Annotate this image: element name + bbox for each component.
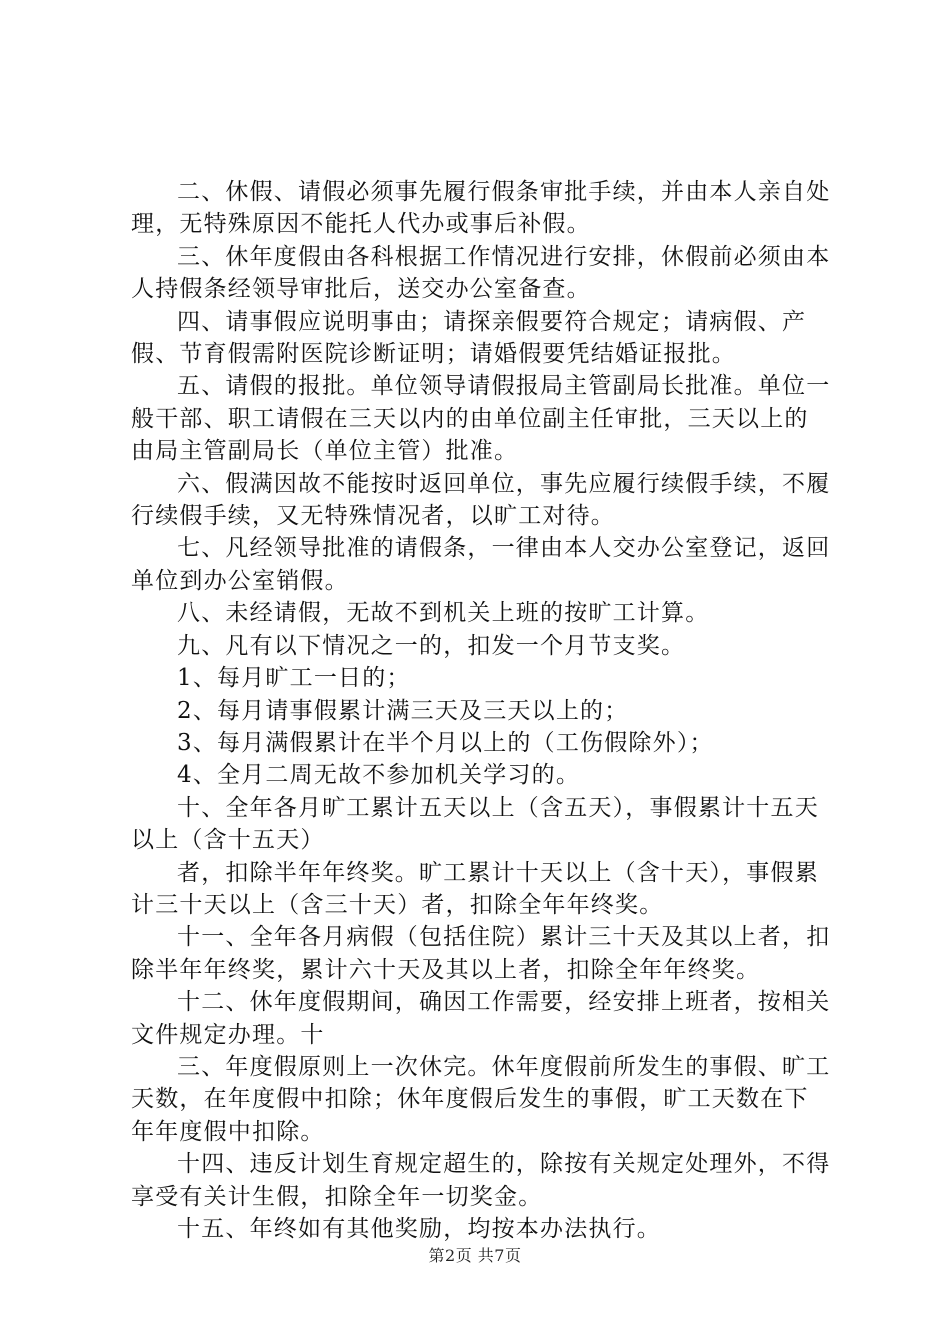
- paragraph: 六、假满因故不能按时返回单位，事先应履行续假手续，不履行续假手续，又无特殊情况者，以旷工对待。: [131, 470, 831, 530]
- list-item: 1、每月旷工一日的；: [177, 665, 411, 692]
- list-item: 3、每月满假累计在半个月以上的（工伤假除外）；: [177, 729, 714, 756]
- list-item: 4、全月二周无故不参加机关学习的。: [177, 762, 581, 789]
- paragraph: 者，扣除半年年终奖。旷工累计十天以上（含十天），事假累计三十天以上（含三十天）者，扣除全年年终奖。: [131, 859, 819, 918]
- paragraph: 十一、全年各月病假（包括住院）累计三十天及其以上者，扣除半年年终奖，累计六十天及其以上者，扣除全年年终奖。: [131, 924, 831, 983]
- paragraph: 十五、年终如有其他奖励，均按本办法执行。: [177, 1216, 661, 1242]
- paragraph: 八、未经请假，无故不到机关上班的按旷工计算。: [177, 600, 710, 627]
- paragraph: 三、年度假原则上一次休完。休年度假前所发生的事假、旷工天数，在年度假中扣除；休年度假后发生的事假，旷工天数在下年年度假中扣除。: [131, 1053, 831, 1145]
- paragraph: 四、请事假应说明事由；请探亲假要符合规定；请病假、产假、节育假需附医院诊断证明；请婚假要凭结婚证报批。: [131, 308, 807, 368]
- paragraph: 九、凡有以下情况之一的，扣发一个月节支奖。: [177, 632, 686, 659]
- page-number-footer: 第2页 共7页: [428, 1246, 522, 1265]
- paragraph: 十二、休年度假期间，确因工作需要，经安排上班者，按相关文件规定办理。十: [131, 989, 831, 1048]
- document-body: [131, 176, 831, 1245]
- paragraph: 二、休假、请假必须事先履行假条审批手续，并由本人亲自处理，无特殊原因不能托人代办或事后补假。: [131, 179, 831, 238]
- paragraph: 七、凡经领导批准的请假条，一律由本人交办公室登记，返回单位到办公室销假。: [131, 535, 831, 594]
- paragraph: 十、全年各月旷工累计五天以上（含五天），事假累计十五天以上（含十五天）: [131, 794, 819, 854]
- paragraph: 五、请假的报批。单位领导请假报局主管副局长批准。单位一般干部、职工请假在三天以内的由单位副主任审批，三天以上的由局主管副局长（单位主管）批准。: [131, 373, 831, 465]
- paragraph: 十四、违反计划生育规定超生的，除按有关规定处理外，不得享受有关计生假，扣除全年一切奖金。: [131, 1151, 831, 1210]
- list-item: 2、每月请事假累计满三天及三天以上的；: [177, 697, 629, 724]
- paragraph: 三、休年度假由各科根据工作情况进行安排，休假前必须由本人持假条经领导审批后，送交办公室备查。: [131, 243, 831, 303]
